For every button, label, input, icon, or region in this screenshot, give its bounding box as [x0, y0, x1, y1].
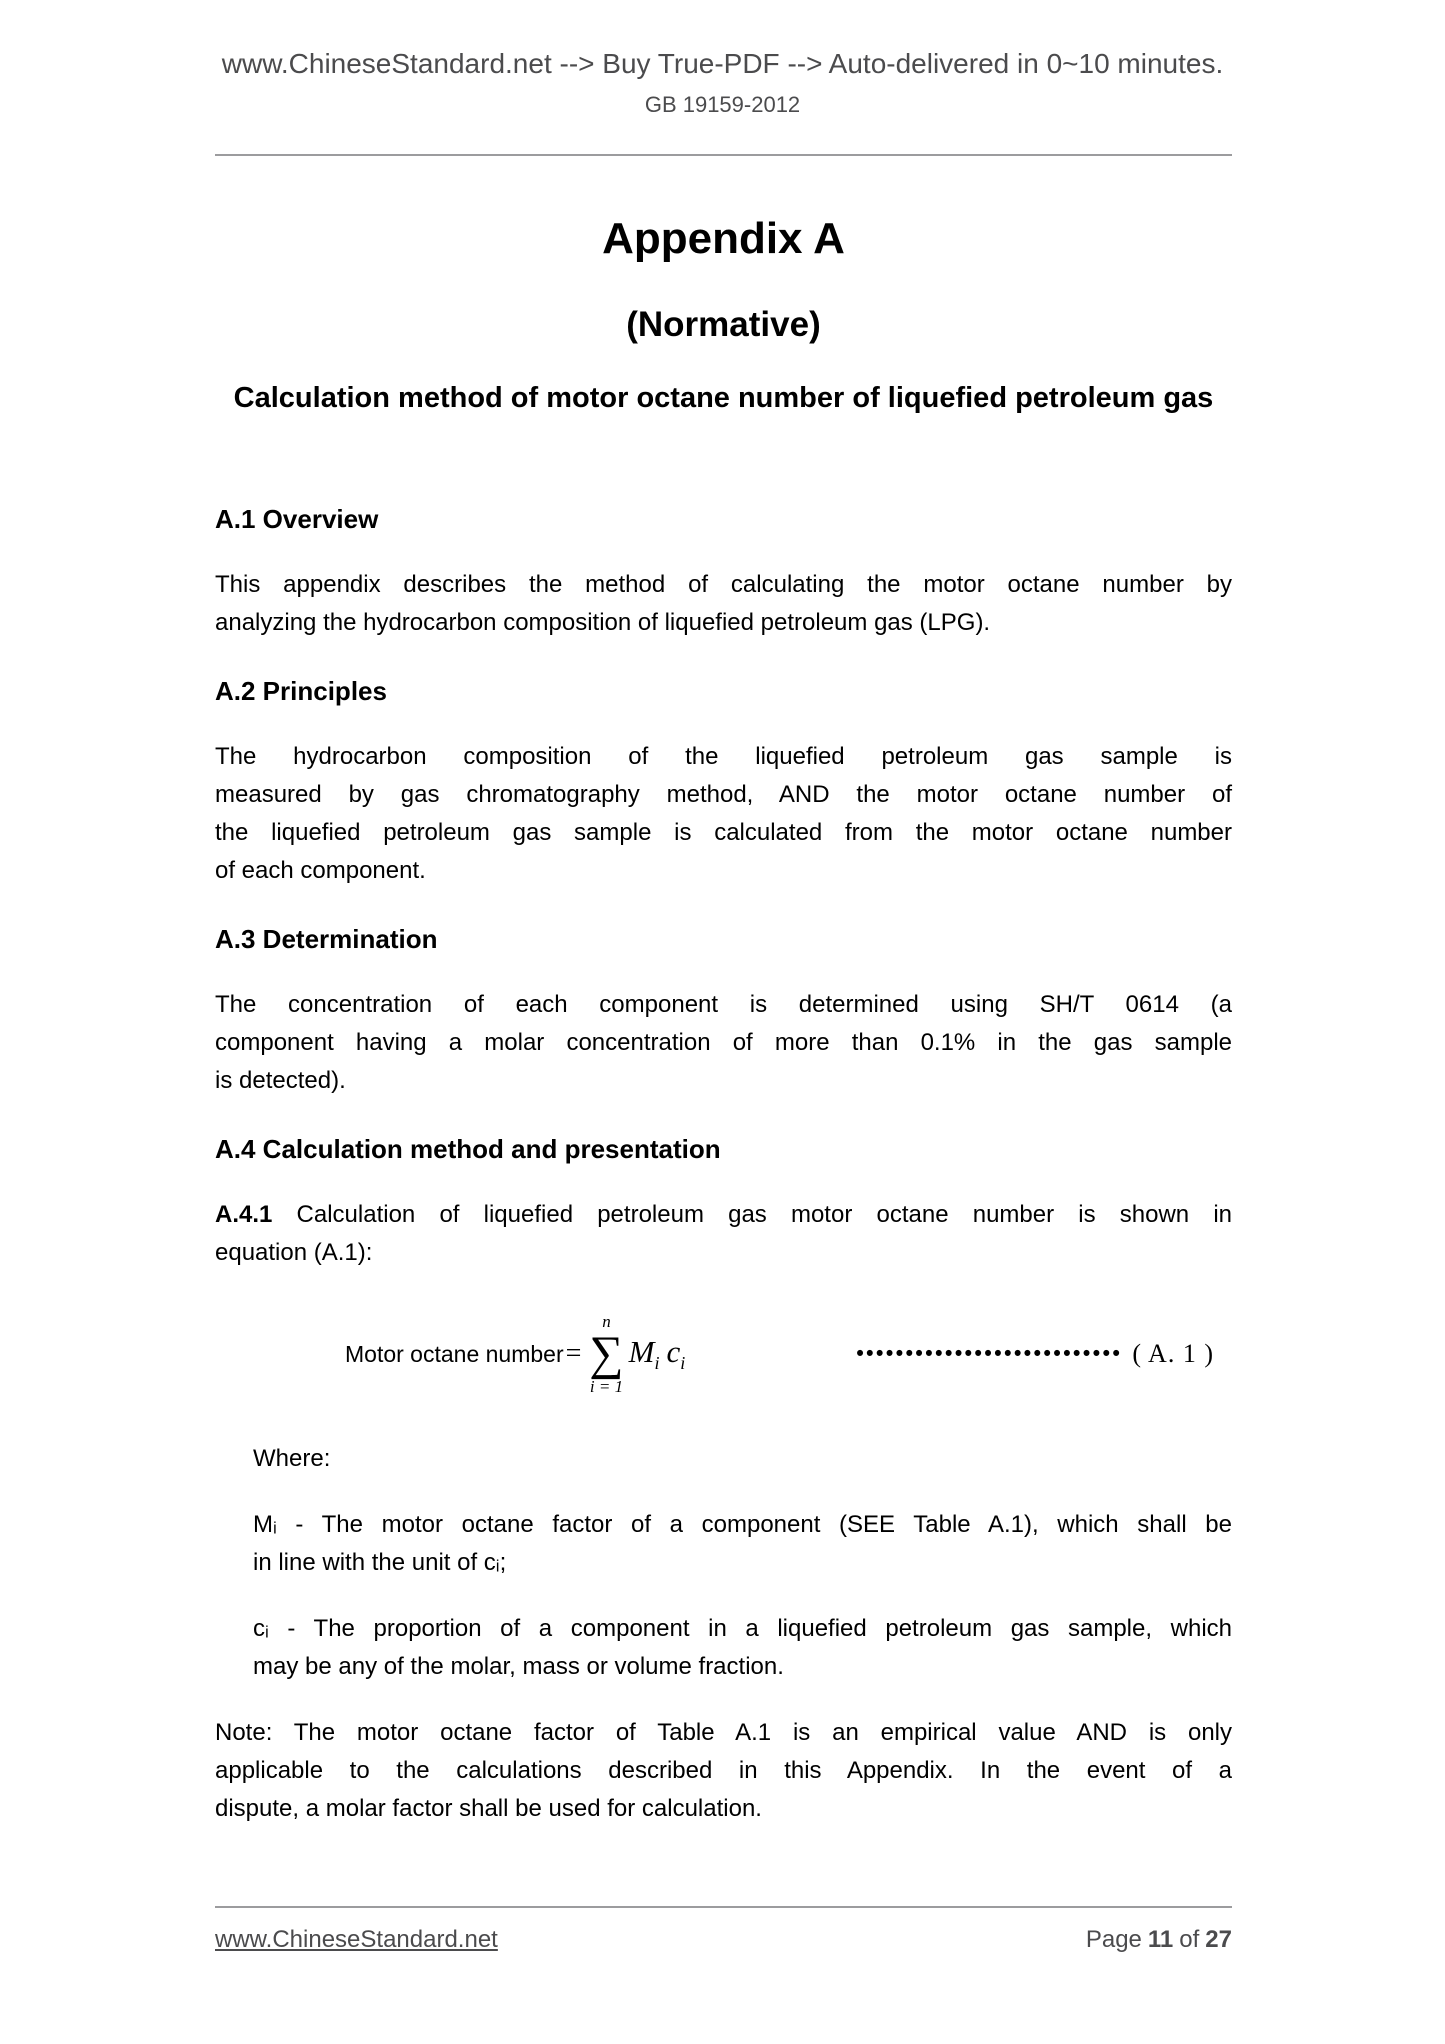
paragraph-a3 [215, 986, 1232, 1100]
of-label: of [1179, 1926, 1200, 1953]
text-line: The concentration of each component is determined using SH/T 0614 (a [215, 991, 1232, 1018]
term-m: M [628, 1334, 655, 1369]
equation-terms [629, 1334, 686, 1374]
page-label: Page [1085, 1926, 1142, 1953]
text-line: equation (A.1): [215, 1239, 373, 1266]
section-heading-a1: A.1 Overview [215, 504, 379, 534]
text-line: the liquefied petroleum gas sample is calculated from the motor octane number [215, 819, 1232, 846]
section-heading-a4: A.4 Calculation method and presentation [215, 1134, 721, 1164]
text-line: This appendix describes the method of calculating the motor octane number by [215, 571, 1232, 598]
where-label [253, 1440, 1232, 1478]
sigma-glyph: ∑ [589, 1327, 624, 1380]
text-line: applicable to the calculations described in this Appendix. In the event of a [215, 1757, 1232, 1784]
header-divider [215, 154, 1232, 156]
header-banner-text: www.ChineseStandard.net --> Buy True-PDF --> Auto-delivered in 0~10 minutes. [221, 48, 1224, 79]
definition-c [253, 1610, 1232, 1686]
clause-text: Calculation of liquefied petroleum gas motor octane number is shown in [272, 1201, 1232, 1228]
text-line: is detected). [215, 1067, 346, 1094]
footer-divider [215, 1906, 1232, 1908]
header-doc-number: GB 19159-2012 [644, 92, 801, 117]
text-line: component having a molar concentration of more than 0.1% in the gas sample [215, 1029, 1232, 1056]
sum-upper-limit: n [602, 1312, 611, 1331]
page-footer [215, 1924, 1232, 1956]
equation-a1 [215, 1312, 1232, 1396]
section-heading-a3: A.3 Determination [215, 924, 438, 954]
equals-sign: = [565, 1338, 582, 1369]
term-m-subscript: i [654, 1353, 660, 1373]
sum-lower-limit: i = 1 [589, 1377, 624, 1396]
total-page-number: 27 [1205, 1926, 1232, 1953]
text-line [215, 1196, 1232, 1234]
clause-number: A.4.1 [215, 1201, 273, 1228]
text-line: may be any of the molar, mass or volume fraction. [253, 1653, 784, 1680]
page-indicator [1086, 1924, 1232, 1956]
section-heading-a2: A.2 Principles [215, 676, 387, 706]
current-page-number: 11 [1147, 1926, 1174, 1953]
text-line: Mᵢ - The motor octane factor of a component (SEE Table A.1), which shall be [253, 1511, 1232, 1538]
term-c: c [666, 1334, 681, 1369]
equation-dot-leader: ••••••••••••••••••••••••••• [856, 1342, 1123, 1365]
text-line: The hydrocarbon composition of the liquefied petroleum gas sample is [215, 743, 1232, 770]
equation-label: Motor octane number [345, 1340, 564, 1367]
text-line: in line with the unit of cᵢ; [253, 1549, 507, 1576]
paragraph-a41 [215, 1196, 1232, 1272]
equation-number: ( A. 1 ) [1132, 1339, 1214, 1368]
paragraph-a1 [215, 566, 1232, 642]
text-line: analyzing the hydrocarbon composition of liquefied petroleum gas (LPG). [215, 609, 991, 636]
document-subtitle: Calculation method of motor octane number of liquefied petroleum gas [233, 382, 1214, 414]
page-header [0, 0, 1445, 118]
document-body [215, 214, 1232, 1828]
term-c-subscript: i [680, 1353, 686, 1373]
text-line: dispute, a molar factor shall be used for calculation. [215, 1795, 762, 1822]
definition-m [253, 1506, 1232, 1582]
text-line: Note: The motor octane factor of Table A.1 is an empirical value AND is only [215, 1719, 1232, 1746]
note-paragraph [215, 1714, 1232, 1828]
appendix-title: Appendix A [602, 214, 845, 263]
text-line: measured by gas chromatography method, AND the motor octane number of [215, 781, 1232, 808]
text-line: Where: [253, 1445, 331, 1472]
normative-label: (Normative) [626, 305, 821, 344]
footer-site-link[interactable]: www.ChineseStandard.net [215, 1926, 498, 1953]
paragraph-a2 [215, 738, 1232, 890]
text-line: of each component. [215, 857, 426, 884]
summation-symbol [589, 1312, 623, 1396]
text-line: cᵢ - The proportion of a component in a liquefied petroleum gas sample, which [253, 1615, 1232, 1642]
